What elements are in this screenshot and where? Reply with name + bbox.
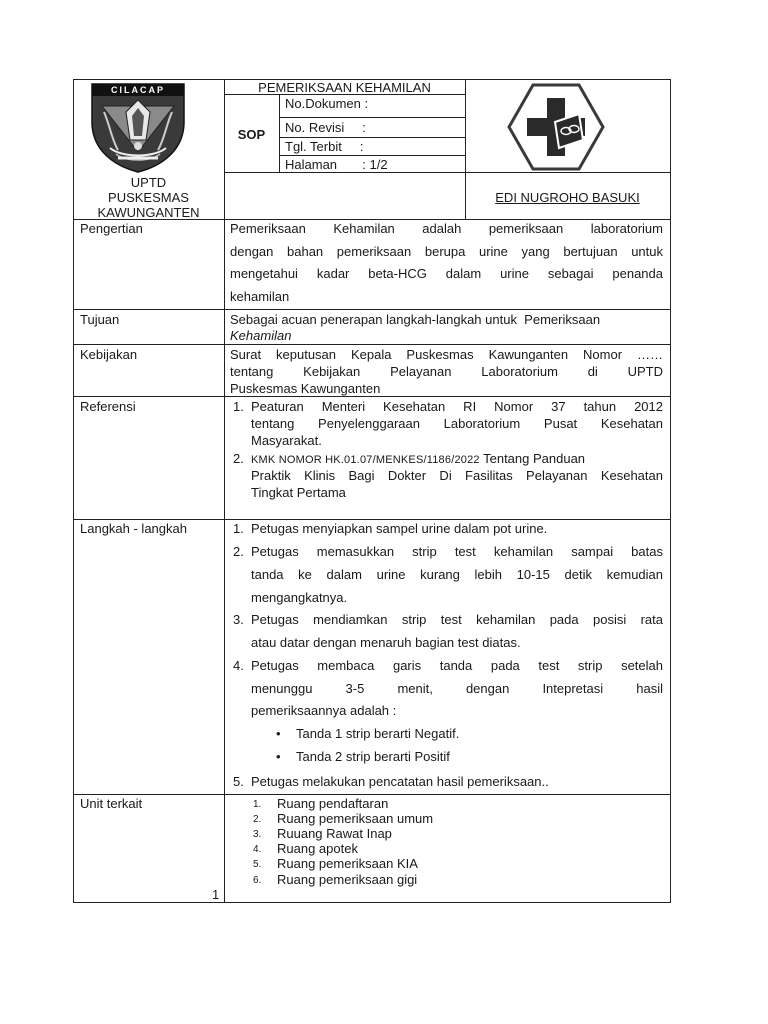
- referensi-line: tentang Penyelenggaraan Laboratorium Pusat Kesehatan: [251, 416, 663, 431]
- unit-num: 5.: [253, 859, 262, 870]
- bullet-icon: •: [276, 749, 281, 764]
- referensi-line: Peaturan Menteri Kesehatan RI Nomor 37 tahun 2012: [251, 399, 663, 414]
- tujuan-line: Sebagai acuan penerapan langkah-langkah untuk Pemeriksaan: [230, 312, 601, 327]
- referensi-line: Masyarakat.: [251, 433, 322, 448]
- table-border-bottom: [73, 902, 671, 903]
- tujuan-line-italic: Kehamilan: [230, 328, 292, 343]
- unit-num: 2.: [253, 814, 262, 825]
- table-border-right: [670, 79, 671, 903]
- signer-name: EDI NUGROHO BASUKI: [495, 190, 640, 205]
- unit-num: 4.: [253, 844, 262, 855]
- referensi-item2-first: [251, 451, 663, 468]
- unit-num: 3.: [253, 829, 262, 840]
- step-num: 3.: [233, 612, 244, 627]
- step-4-line: Petugas membaca garis tanda pada test strip setelah: [251, 658, 663, 673]
- step-2-line: mengangkatnya.: [251, 590, 348, 605]
- label-kebijakan: Kebijakan: [80, 347, 138, 362]
- step-num: 5.: [233, 774, 244, 789]
- referensi-num: 2.: [233, 451, 244, 466]
- unit-num: 6.: [253, 875, 262, 886]
- tgl-terbit: Tgl. Terbit :: [285, 139, 364, 154]
- bullet-icon: •: [276, 726, 281, 741]
- row-line-kebijakan: [73, 344, 671, 345]
- pengertian-line: Pemeriksaan Kehamilan adalah pemeriksaan laboratorium: [230, 221, 663, 236]
- pengertian-line: dengan bahan pemeriksaan berupa urine yang bertujuan untuk: [230, 244, 663, 259]
- kebijakan-line: Surat keputusan Kepala Puskesmas Kawunganten Nomor ……: [230, 347, 663, 362]
- row-line-tujuan: [73, 309, 671, 310]
- row-line-langkah: [73, 519, 671, 520]
- unit-item: Ruang pendaftaran: [277, 796, 389, 811]
- row-line-unit: [73, 794, 671, 795]
- sop-divider: [279, 94, 280, 172]
- bullet-negatif: Tanda 1 strip berarti Negatif.: [296, 726, 460, 741]
- step-2-line: Petugas memasukkan strip test kehamilan sampai batas: [251, 544, 663, 559]
- puskesmas-cross-icon: [505, 82, 607, 172]
- step-4-line: pemeriksaannya adalah :: [251, 703, 397, 718]
- pengertian-line: mengetahui kadar beta-HCG dalam urine sebagai penanda: [230, 266, 663, 281]
- unit-item: Ruang apotek: [277, 841, 358, 856]
- step-num: 4.: [233, 658, 244, 673]
- page-title: PEMERIKSAAN KEHAMILAN: [258, 80, 431, 95]
- row-line-referensi: [73, 396, 671, 397]
- no-dokumen: No.Dokumen :: [285, 96, 369, 111]
- step-num: 1.: [233, 521, 244, 536]
- kebijakan-line: tentang Kebijakan Pelayanan Laboratorium di UPTD: [230, 364, 663, 379]
- kebijakan-line: Puskesmas Kawunganten: [230, 381, 381, 396]
- step-1: Petugas menyiapkan sampel urine dalam pot urine.: [251, 521, 548, 536]
- referensi-line: Tingkat Pertama: [251, 485, 346, 500]
- pengertian-line: kehamilan: [230, 289, 290, 304]
- label-referensi: Referensi: [80, 399, 136, 414]
- kmk-reference: KMK NOMOR HK.01.07/MENKES/1186/2022: [251, 454, 480, 466]
- step-2-line: tanda ke dalam urine kurang lebih 10-15 detik kemudian: [251, 567, 663, 582]
- step-num: 2.: [233, 544, 244, 559]
- step-5: Petugas melakukan pencatatan hasil pemeriksaan..: [251, 774, 549, 789]
- step-3-line: atau datar dengan menaruh bagian test diatas.: [251, 635, 521, 650]
- halaman: Halaman : 1/2: [285, 157, 388, 172]
- health-logo: [505, 82, 607, 172]
- unit-item: Ruang pemeriksaan gigi: [277, 872, 418, 887]
- label-pengertian: Pengertian: [80, 221, 143, 236]
- regency-logo: [88, 82, 188, 174]
- no-revisi: No. Revisi :: [285, 120, 366, 135]
- referensi-item2-rest: Tentang Panduan: [479, 451, 586, 466]
- header-mid-line: [224, 172, 671, 173]
- org-uptd: UPTD: [130, 175, 167, 190]
- meta-line-2: [279, 137, 465, 138]
- page-number: 1: [212, 887, 220, 902]
- meta-line-1: [279, 117, 465, 118]
- column-divider: [224, 79, 225, 903]
- sop-label: SOP: [237, 127, 266, 142]
- step-3-line: Petugas mendiamkan strip test kehamilan pada posisi rata: [251, 612, 663, 627]
- label-unit: Unit terkait: [80, 796, 143, 811]
- unit-item: Ruuang Rawat Inap: [277, 826, 392, 841]
- bullet-positif: Tanda 2 strip berarti Positif: [296, 749, 450, 764]
- logo-text: CILACAP: [111, 85, 165, 95]
- unit-num: 1.: [253, 799, 262, 810]
- unit-item: Ruang pemeriksaan KIA: [277, 856, 418, 871]
- referensi-num: 1.: [233, 399, 244, 414]
- label-langkah: Langkah - langkah: [80, 521, 187, 536]
- meta-line-3: [279, 155, 465, 156]
- org-puskesmas: PUSKESMAS: [108, 190, 189, 205]
- step-4-line: menunggu 3-5 menit, dengan Intepretasi hasil: [251, 681, 663, 696]
- label-tujuan: Tujuan: [80, 312, 120, 327]
- unit-item: Ruang pemeriksaan umum: [277, 811, 434, 826]
- referensi-line: Praktik Klinis Bagi Dokter Di Fasilitas Pelayanan Kesehatan: [251, 468, 663, 483]
- org-kawunganten: KAWUNGANTEN: [97, 205, 200, 220]
